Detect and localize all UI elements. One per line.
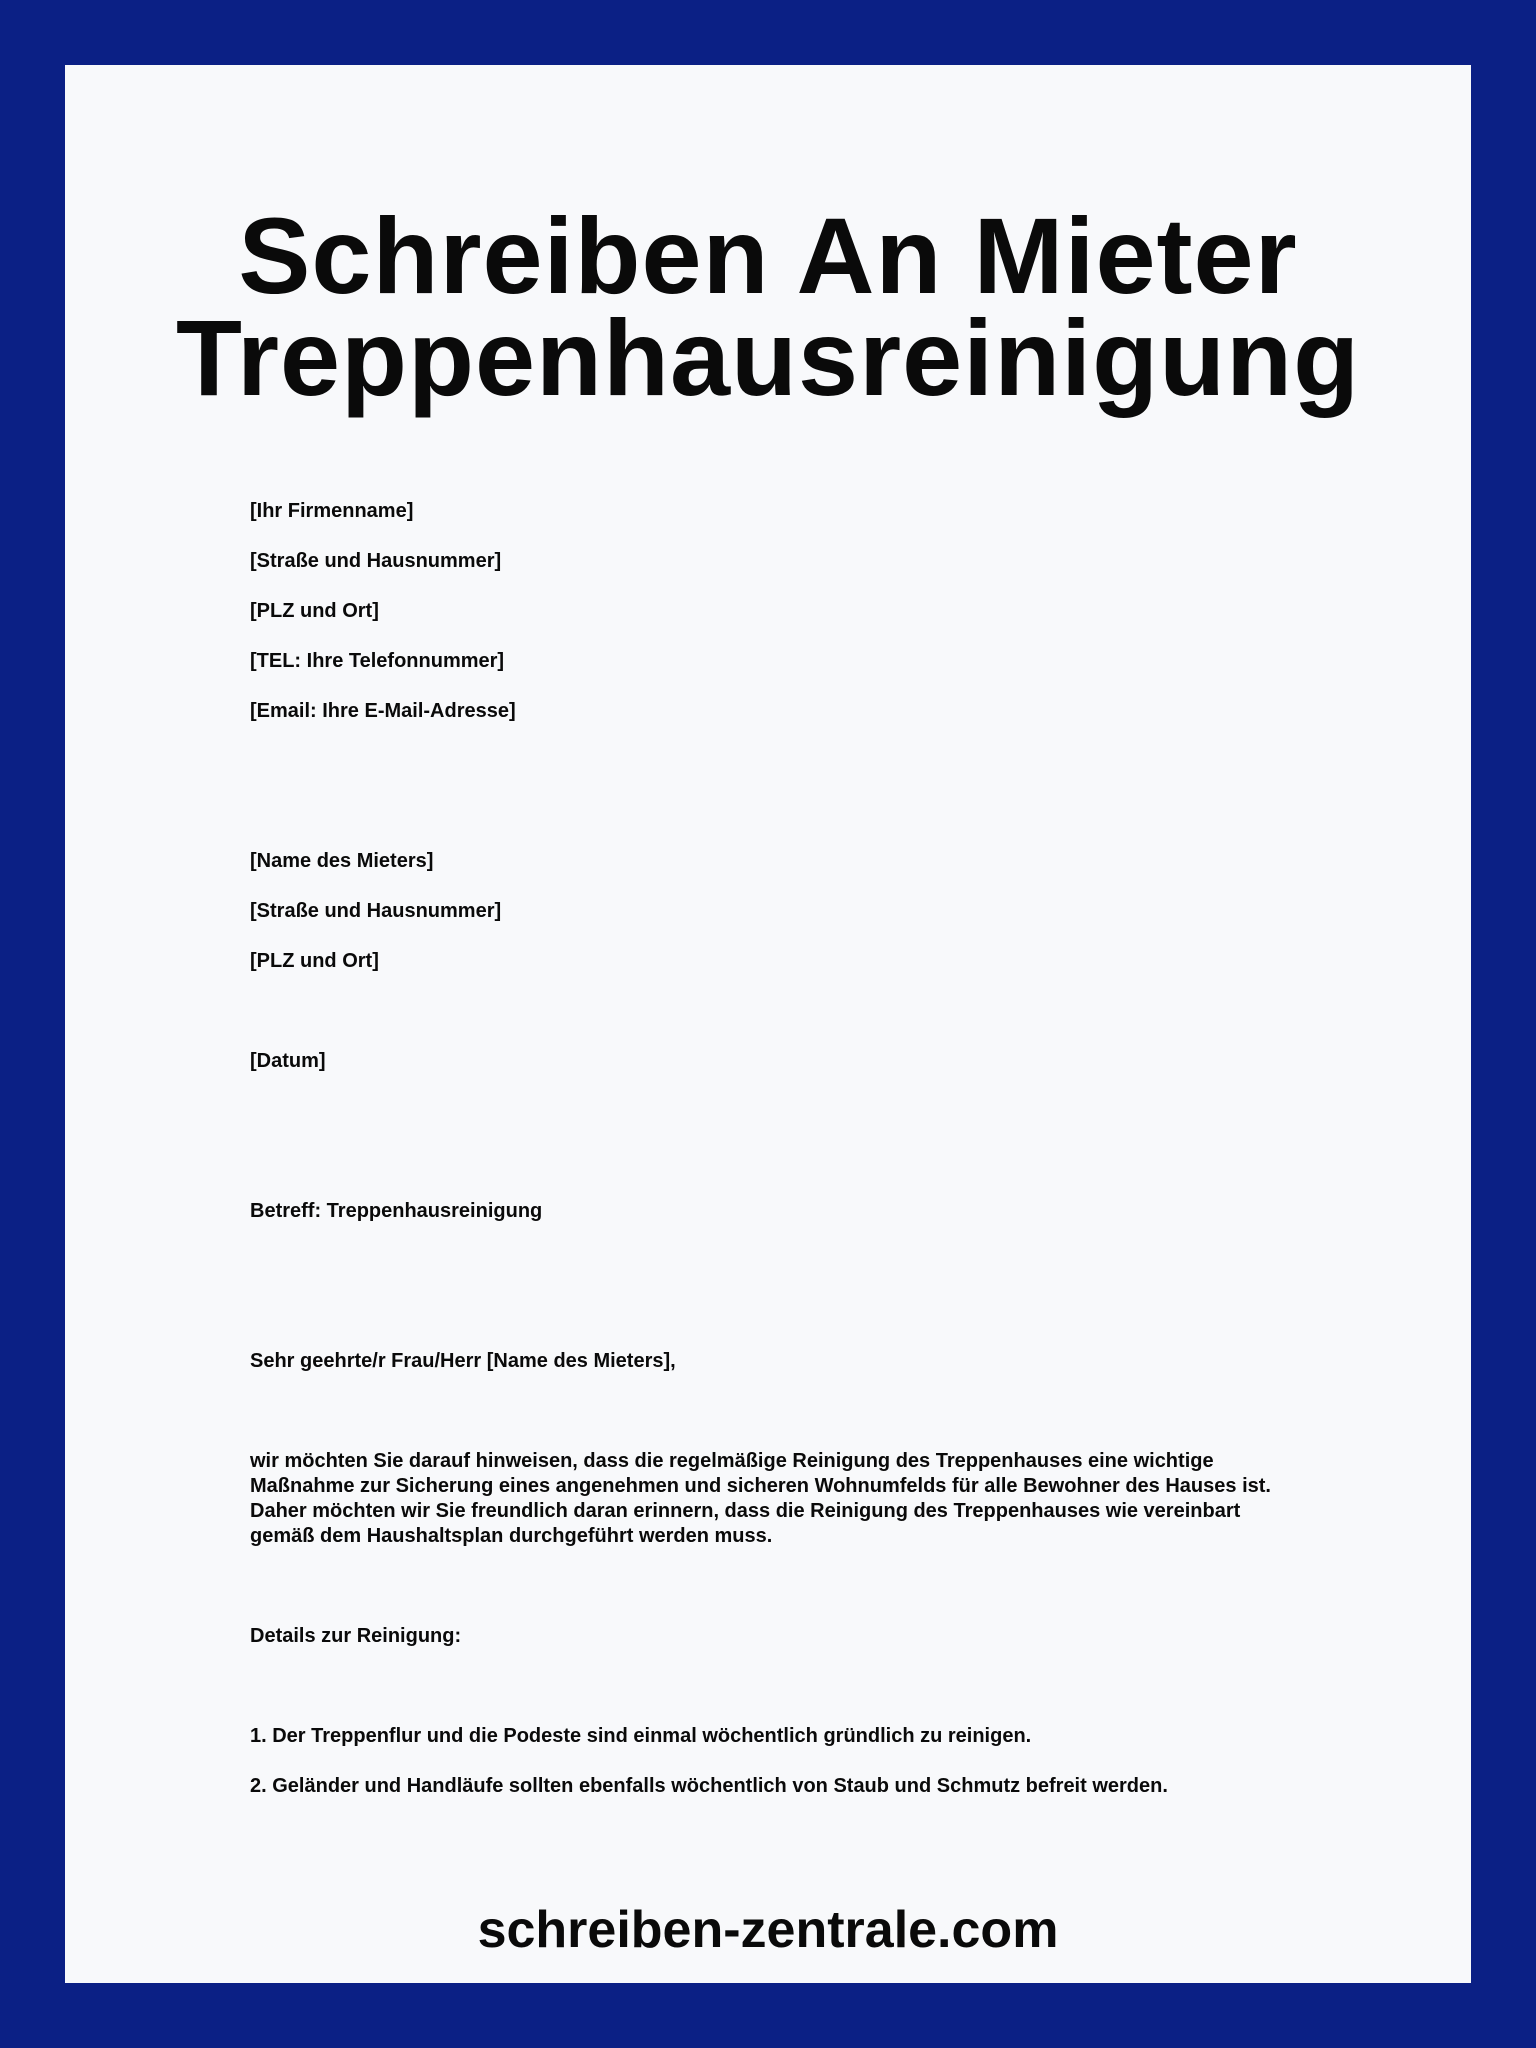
title-line-2: Treppenhausreinigung [175,297,1361,418]
recipient-street: [Straße und Hausnummer] [250,900,502,922]
letter-page [65,65,1471,1983]
recipient-city: [PLZ und Ort] [250,950,379,972]
sender-city: [PLZ und Ort] [250,600,379,622]
details-heading: Details zur Reinigung: [250,1625,462,1647]
details-item-1: 1. Der Treppenflur und die Podeste sind einmal wöchentlich gründlich zu reinigen. [250,1725,1032,1747]
letter-subject: Betreff: Treppenhausreinigung [250,1200,543,1222]
letter-salutation: Sehr geehrte/r Frau/Herr [Name des Mieters], [250,1350,676,1372]
page-title [65,195,1471,418]
footer-website: schreiben-zentrale.com [477,1901,1059,1959]
details-item-2: 2. Geländer und Handläufe sollten ebenfalls wöchentlich von Staub und Schmutz befreit werden. [250,1775,1168,1797]
sender-street: [Straße und Hausnummer] [250,550,502,572]
sender-phone: [TEL: Ihre Telefonnummer] [250,650,505,672]
letter-date: [Datum] [250,1050,326,1072]
recipient-name: [Name des Mieters] [250,850,434,872]
letter-body: wir möchten Sie darauf hinweisen, dass die regelmäßige Reinigung des Treppenhauses eine wichtige Maßnahme zur Sicherung eines angenehmen und sicheren Wohnumfelds für alle Bewohner des Hauses ist. Daher möchten wir Sie freundlich daran erinnern, dass die Reinigung des Treppenhauses wie vereinbart gemäß dem Haushaltsplan durchgeführt werden muss. [250,1450,1271,1547]
sender-company: [Ihr Firmenname] [250,500,414,522]
title-line-1: Schreiben An Mieter [238,195,1298,316]
sender-email: [Email: Ihre E-Mail-Adresse] [250,700,516,722]
